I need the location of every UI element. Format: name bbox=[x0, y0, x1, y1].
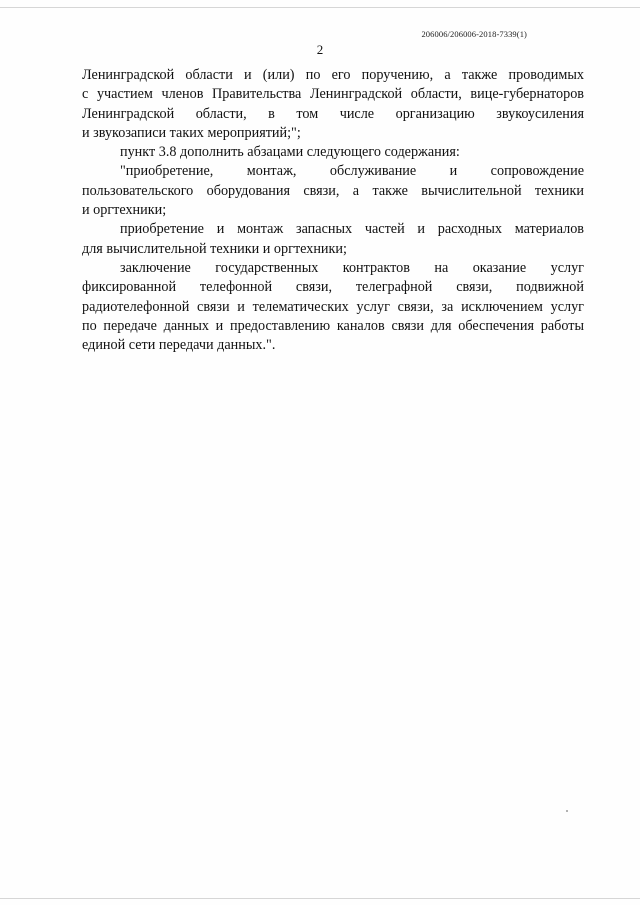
text-line: фиксированной телефонной связи, телеграфной связи, подвижной bbox=[82, 279, 584, 296]
text-line: для вычислительной техники и оргтехники; bbox=[82, 240, 347, 257]
text-line: пользовательского оборудования связи, а также вычислительной техники bbox=[82, 182, 584, 199]
text-line: пункт 3.8 дополнить абзацами следующего содержания: bbox=[120, 144, 460, 161]
text-line: Ленинградской области, в том числе организацию звукоусиления bbox=[82, 105, 584, 122]
text-line: и звукозаписи таких мероприятий;"; bbox=[82, 124, 301, 141]
text-line: "приобретение, монтаж, обслуживание и сопровождение bbox=[120, 163, 584, 180]
text-line: и оргтехники; bbox=[82, 202, 167, 219]
text-line: с участием членов Правительства Ленинградской области, вице-губернаторов bbox=[82, 86, 584, 103]
scan-edge-bottom bbox=[0, 898, 640, 899]
page-number: 2 bbox=[316, 42, 324, 57]
text-line: приобретение и монтаж запасных частей и расходных материалов bbox=[120, 221, 584, 238]
document-id: 206006/206006-2018-7339(1) bbox=[421, 29, 527, 39]
text-line: Ленинградской области и (или) по его поручению, а также проводимых bbox=[82, 67, 584, 83]
document-body bbox=[82, 66, 584, 355]
scan-edge-top bbox=[0, 7, 640, 8]
text-line: радиотелефонной связи и телематических услуг связи, за исключением услуг bbox=[82, 298, 584, 315]
scan-speck bbox=[566, 810, 568, 812]
text-line: заключение государственных контрактов на оказание услуг bbox=[120, 259, 584, 276]
text-line: по передаче данных и предоставлению каналов связи для обеспечения работы bbox=[82, 317, 584, 334]
text-line: единой сети передачи данных.". bbox=[82, 337, 276, 354]
